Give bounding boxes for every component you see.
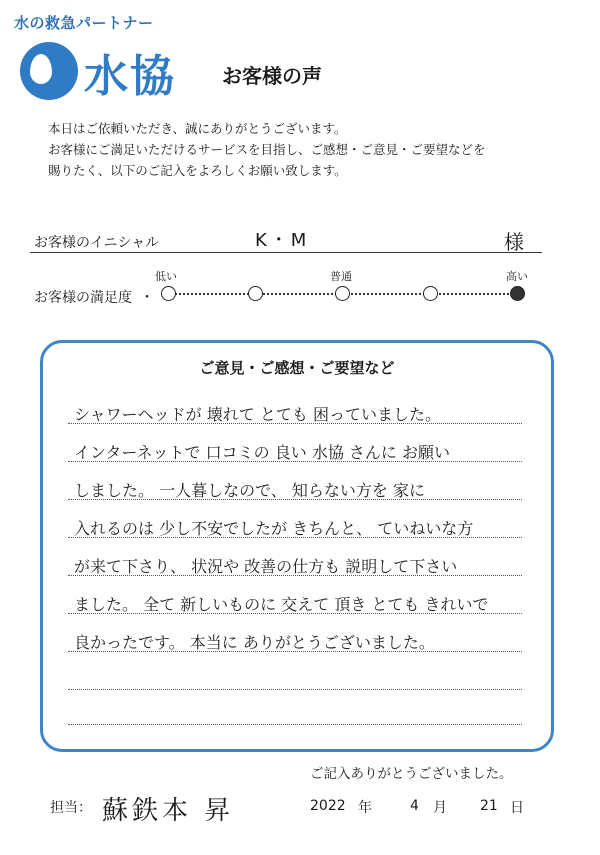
company-logo-text: 水協 [84, 51, 176, 102]
staff-label: 担当： [50, 800, 92, 816]
feedback-line: 良かったです。 本当に ありがとうございました。 [74, 633, 435, 652]
intro-line: 賜りたく、以下のご記入をよろしくお願い致します。 [48, 163, 347, 178]
date-month: 4 [410, 798, 419, 814]
form-title: お客様の声 [222, 64, 322, 88]
feedback-line: ました。 全て 新しいものに 交えて 頂き とても きれいで [74, 595, 489, 614]
satisfaction-option-5-selected[interactable] [510, 286, 525, 301]
initial-value[interactable]: K・M [255, 230, 310, 251]
feedback-line: インターネットで 口コミの 良い 水協 さんに お願い [74, 443, 450, 462]
date-year: 2022 [310, 798, 346, 814]
satisfaction-option-2[interactable] [248, 286, 263, 301]
intro-line: お客様にご満足いただけるサービスを目指し、ご感想・ご意見・ご要望などを [48, 142, 486, 157]
satisfaction-low-label: 低い [155, 270, 177, 283]
satisfaction-high-label: 高い [506, 270, 528, 283]
feedback-line: しました。 一人暮しなので、 知らない方を 家に [74, 481, 425, 500]
feedback-title: ご意見・ご感想・ご要望など [199, 359, 395, 377]
satisfaction-separator: ・ [140, 290, 154, 306]
satisfaction-label: お客様の満足度 [34, 290, 132, 306]
date-day: 21 [480, 798, 498, 814]
writing-line [68, 689, 522, 690]
satisfaction-mid-label: 普通 [330, 270, 352, 283]
date-month-unit: 月 [433, 800, 447, 816]
initial-underline [30, 252, 542, 253]
date-year-unit: 年 [358, 800, 372, 816]
staff-signature: 蘇鉄本 昇 [102, 796, 235, 826]
satisfaction-option-1[interactable] [161, 286, 176, 301]
feedback-line: が来て下さり、 状況や 改善の仕方も 説明して下さい [74, 557, 458, 576]
satisfaction-option-4[interactable] [423, 286, 438, 301]
satisfaction-option-3[interactable] [335, 286, 350, 301]
initial-label: お客様のイニシャル [34, 235, 160, 251]
water-drop-shape [30, 54, 52, 84]
intro-text [48, 118, 568, 181]
tagline: 水の救急パートナー [14, 14, 154, 32]
feedback-line: シャワーヘッドが 壊れて とても 困っていました。 [74, 405, 441, 424]
thanks-message: ご記入ありがとうございました。 [310, 766, 513, 782]
writing-line [68, 724, 522, 725]
intro-line: 本日はご依頼いただき、誠にありがとうございます。 [48, 121, 347, 136]
feedback-line: 入れるのは 少し不安でしたが きちんと、 ていねいな方 [74, 519, 474, 538]
date-day-unit: 日 [510, 800, 524, 816]
honorific: 様 [504, 230, 524, 254]
